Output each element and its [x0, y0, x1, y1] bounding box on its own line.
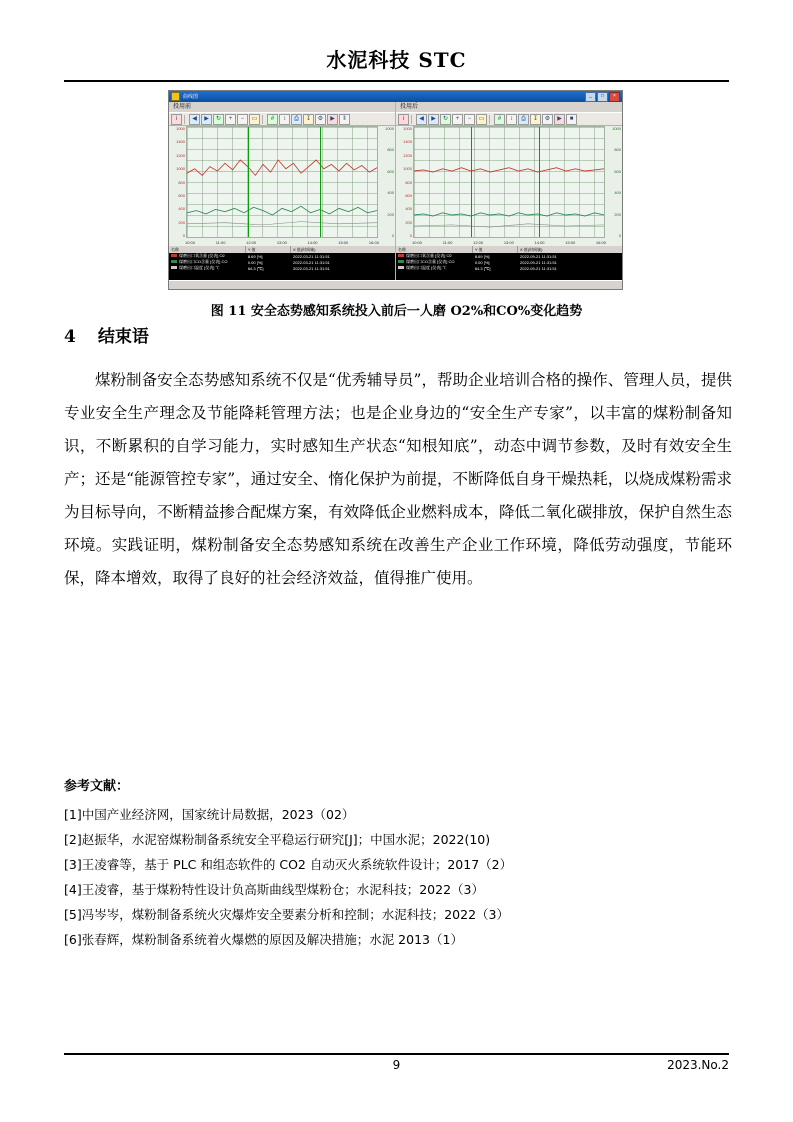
series-name: 煤磨出口温度 [仪表] ℃: [179, 265, 220, 270]
y-tick: 0: [409, 233, 412, 238]
series-name: 煤磨出口CO含量 [仪表] CO: [179, 259, 228, 264]
series-x-value: 2022-03-21 11:31:51: [293, 265, 330, 271]
play-icon[interactable]: ▶: [554, 114, 565, 125]
export-icon[interactable]: ↧: [303, 114, 314, 125]
zoom-out-icon[interactable]: −: [464, 114, 475, 125]
stop-icon[interactable]: ■: [566, 114, 577, 125]
settings-icon[interactable]: ⚙: [542, 114, 553, 125]
figure-caption: 图 11 安全态势感知系统投入前后一人磨 O2%和CO%变化趋势: [210, 304, 583, 319]
toolbar-separator: [411, 115, 414, 124]
list-item: [2]赵振华，水泥窑煤粉制备系统安全平稳运行研究[J]；中国水泥；2022(10): [64, 832, 491, 847]
list-item: [3]王凌睿等，基于 PLC 和组态软件的 CO2 自动灭火系统软件设计；2017（2）: [64, 857, 513, 872]
close-icon[interactable]: ×: [609, 92, 620, 102]
y-tick: 1000: [176, 166, 185, 172]
zoom-out-icon[interactable]: −: [237, 114, 248, 125]
cursor-line-after[interactable]: [471, 127, 472, 237]
pane-after-plot: [396, 126, 622, 238]
series-color-swatch: [398, 266, 404, 269]
refresh-icon[interactable]: ↻: [440, 114, 451, 125]
trend-chart-window: [168, 90, 623, 290]
cursor-line-before[interactable]: [248, 127, 249, 237]
x-tick: 13:00: [503, 239, 514, 245]
column-header-xvalue: X 值(时间轴): [293, 247, 316, 252]
y-tick: 600: [387, 168, 394, 174]
grid-icon[interactable]: #: [494, 114, 505, 125]
trend-lines-after: [414, 127, 604, 237]
toolbar-separator: [262, 115, 265, 124]
y-tick: 400: [178, 206, 185, 212]
trend-lines-before: [187, 127, 377, 237]
status-bar: [169, 280, 622, 289]
x-tick: 15:00: [565, 239, 576, 245]
pane-after-label: 投用后: [396, 102, 622, 112]
series-x-value: 2022-09-21 11:31:51: [520, 265, 557, 271]
legend-table-after: [396, 246, 622, 280]
y-tick: 200: [405, 219, 412, 225]
legend-table-header: [396, 246, 622, 253]
x-tick: 12:00: [246, 239, 257, 245]
y-axis-left-after: [396, 126, 413, 238]
forward-icon[interactable]: ▶: [201, 114, 212, 125]
fit-icon[interactable]: ▭: [476, 114, 487, 125]
page-footer: [64, 1058, 729, 1072]
x-tick: 13:00: [276, 239, 287, 245]
x-tick: 11:00: [215, 239, 226, 245]
y-tick: 200: [387, 211, 394, 217]
series-y-value: 8.69 [%]: [474, 253, 490, 259]
series-y-value: 64.3 [℃]: [474, 265, 491, 271]
series-color-swatch: [171, 254, 177, 257]
pane-before: [169, 102, 396, 280]
x-tick: 14:00: [307, 239, 318, 245]
series-x-value: 2022-03-21 11:31:51: [293, 259, 330, 265]
y-tick: 0: [391, 232, 394, 238]
x-axis-before: [169, 238, 395, 246]
section-number: 4: [64, 327, 76, 347]
play-icon[interactable]: ▶: [327, 114, 338, 125]
series-x-value: 2022-03-21 11:31:51: [293, 253, 330, 259]
x-tick: 15:00: [338, 239, 349, 245]
legend-table-header: [169, 246, 395, 253]
y-tick: 1200: [176, 152, 185, 158]
fit-icon[interactable]: ▭: [249, 114, 260, 125]
list-item: [6]张春辉，煤粉制备系统着火爆燃的原因及解决措施；水泥 2013（1）: [64, 932, 463, 947]
y-tick: 1000: [385, 126, 394, 131]
header-divider: [64, 80, 729, 82]
section-heading: [64, 322, 149, 347]
column-header-yvalue: Y 值: [473, 246, 518, 253]
zoom-in-icon[interactable]: +: [452, 114, 463, 125]
settings-icon[interactable]: ⚙: [315, 114, 326, 125]
x-axis-after: [396, 238, 622, 246]
minimize-icon[interactable]: _: [585, 92, 596, 102]
series-y-value: 0.00 [%]: [474, 259, 490, 265]
maximize-icon[interactable]: □: [597, 92, 608, 102]
footer-divider: [64, 1053, 729, 1055]
series-color-swatch: [171, 266, 177, 269]
y-tick: 400: [614, 190, 621, 196]
grid-icon[interactable]: #: [267, 114, 278, 125]
x-tick: 16:00: [595, 239, 606, 245]
chart-panes: [169, 102, 622, 280]
y-tick: 400: [405, 206, 412, 212]
cursor-icon[interactable]: ↕: [506, 114, 517, 125]
y-tick: 1000: [403, 126, 412, 131]
series-x-value: 2022-09-21 11:31:51: [520, 259, 557, 265]
list-item: [5]冯岑岑，煤粉制备系统火灾爆炸安全要素分析和控制；水泥科技；2022（3）: [64, 907, 509, 922]
list-item: [1]中国产业经济网，国家统计局数据，2023（02）: [64, 807, 355, 822]
y-tick: 200: [614, 211, 621, 217]
column-header-name: 名称: [396, 246, 473, 253]
zoom-in-icon[interactable]: +: [225, 114, 236, 125]
print-icon[interactable]: ⎙: [518, 114, 529, 125]
y-tick: 1000: [403, 166, 412, 172]
series-y-value: 0.00 [%]: [247, 259, 263, 265]
info-icon[interactable]: i: [398, 114, 409, 125]
column-header-yvalue: Y 值: [246, 246, 291, 253]
y-tick: 0: [182, 233, 185, 238]
x-tick: 14:00: [534, 239, 545, 245]
x-tick: 16:00: [368, 239, 379, 245]
info-icon[interactable]: i: [171, 114, 182, 125]
toolbar-separator: [489, 115, 492, 124]
legend-table-before: [169, 246, 395, 280]
y-tick: 1000: [176, 126, 185, 131]
y-axis-right-after: [605, 126, 622, 238]
plot-grid-before: [186, 126, 378, 238]
references-list: [64, 802, 732, 952]
table-row[interactable]: [396, 265, 622, 271]
list-item: [4]王凌睿，基于煤粉特性设计负高斯曲线型煤粉仓；水泥科技；2022（3）: [64, 882, 484, 897]
pane-after: [396, 102, 622, 280]
table-row[interactable]: [169, 265, 395, 271]
y-tick: 800: [178, 179, 185, 185]
issue-label: 2023.No.2: [667, 1058, 729, 1072]
x-tick: 10:00: [412, 239, 423, 245]
y-tick: 600: [614, 168, 621, 174]
y-tick: 1400: [176, 139, 185, 145]
forward-icon[interactable]: ▶: [428, 114, 439, 125]
series-name: 煤磨出口氧含量 [仪表] O2: [406, 253, 452, 258]
column-header-xvalue: X 值(时间轴): [520, 247, 543, 252]
refresh-icon[interactable]: ↻: [213, 114, 224, 125]
y-tick: 1000: [612, 126, 621, 131]
y-tick: 800: [614, 147, 621, 153]
y-tick: 600: [405, 192, 412, 198]
cursor-icon[interactable]: ↕: [279, 114, 290, 125]
pane-before-label: 投用前: [169, 102, 395, 112]
series-color-swatch: [398, 260, 404, 263]
pane-before-plot: [169, 126, 395, 238]
page-header: [64, 44, 729, 73]
references-heading: 参考文献：: [64, 779, 130, 794]
window-controls: [585, 92, 620, 102]
x-tick: 11:00: [442, 239, 453, 245]
back-icon[interactable]: ◀: [189, 114, 200, 125]
export-icon[interactable]: ↧: [530, 114, 541, 125]
series-color-swatch: [171, 260, 177, 263]
y-tick: 1400: [403, 139, 412, 145]
pause-icon[interactable]: ‖: [339, 114, 350, 125]
y-tick: 1200: [403, 152, 412, 158]
print-icon[interactable]: ⎙: [291, 114, 302, 125]
y-tick: 800: [387, 147, 394, 153]
journal-title: 水泥科技 STC: [326, 48, 467, 72]
series-name: 煤磨出口氧含量 [仪表] O2: [179, 253, 225, 258]
cursor-line-after-2[interactable]: [539, 127, 540, 237]
y-tick: 800: [405, 179, 412, 185]
plot-grid-after: [413, 126, 605, 238]
body-paragraph: 煤粉制备安全态势感知系统不仅是“优秀辅导员”，帮助企业培训合格的操作、管理人员，提供专业安全生产理念及节能降耗管理方法；也是企业身边的“安全生产专家”，以丰富的煤粉制备知识，不断累积的自学习能力，实时感知生产状态“知根知底”，动态中调节参数，及时有效安全生产；还是“能源管控专家”，通过安全、惰化保护为前提，不断降低自身干燥热耗，以烧成煤粉需求为目标导向，不断精益掺合配煤方案，有效降低企业燃料成本，降低二氧化碳排放，保护自然生态环境。实践证明，煤粉制备安全态势感知系统在改善生产企业工作环境，降低劳动强度，节能环保，降本增效，取得了良好的社会经济效益，值得推广使用。: [64, 371, 732, 587]
series-name: 煤磨出口CO含量 [仪表] CO: [406, 259, 455, 264]
y-axis-left-before: [169, 126, 186, 238]
column-header-name: 名称: [169, 246, 246, 253]
y-tick: 600: [178, 192, 185, 198]
y-tick: 400: [387, 190, 394, 196]
window-title-bar: [169, 91, 622, 102]
cursor-line-before-2[interactable]: [320, 127, 321, 237]
x-tick: 12:00: [473, 239, 484, 245]
toolbar-separator: [184, 115, 187, 124]
series-name: 煤磨出口温度 [仪表] ℃: [406, 265, 447, 270]
figure-image: [168, 90, 623, 290]
back-icon[interactable]: ◀: [416, 114, 427, 125]
pane-after-toolbar[interactable]: [396, 112, 622, 126]
y-tick: 200: [178, 219, 185, 225]
series-y-value: 8.69 [%]: [247, 253, 263, 259]
section-title: 结束语: [97, 327, 149, 347]
window-title: 曲线图: [183, 94, 199, 100]
y-tick: 0: [618, 232, 621, 238]
series-y-value: 64.3 [℃]: [247, 265, 264, 271]
page-number: 9: [392, 1058, 401, 1072]
pane-before-toolbar[interactable]: [169, 112, 395, 126]
app-icon: [171, 92, 180, 101]
series-color-swatch: [398, 254, 404, 257]
series-x-value: 2022-09-21 11:31:51: [520, 253, 557, 259]
x-tick: 10:00: [185, 239, 196, 245]
y-axis-right-before: [378, 126, 395, 238]
